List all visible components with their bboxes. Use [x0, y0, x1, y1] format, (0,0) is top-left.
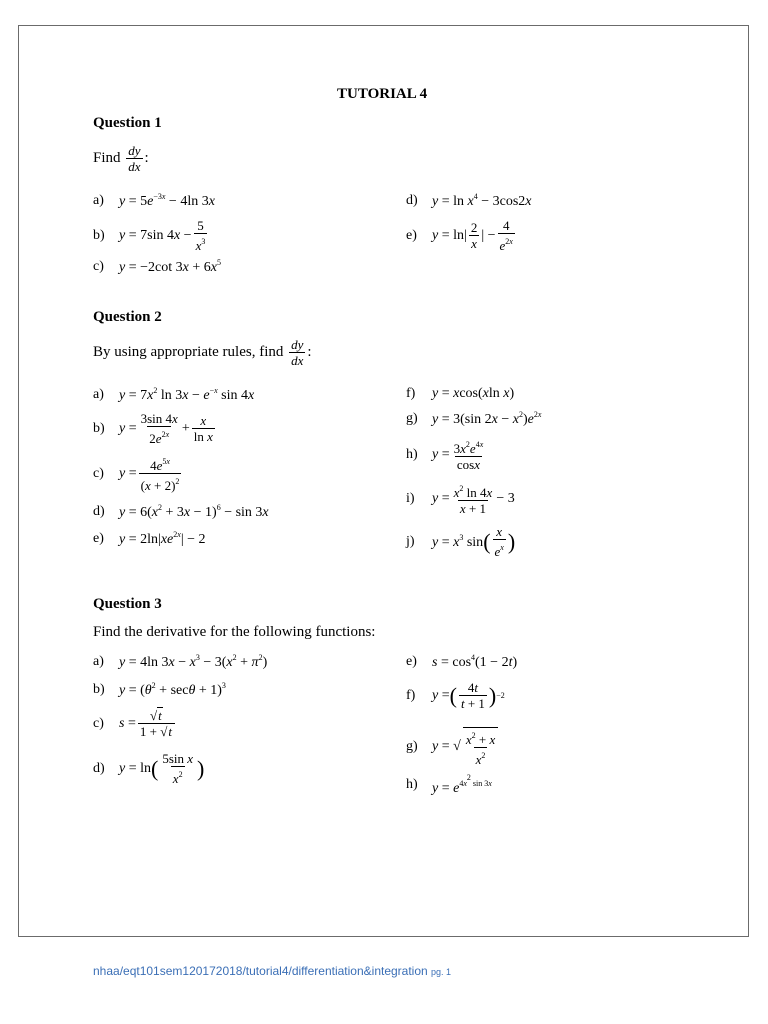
q2-item-h: h) y = $\frac{3x^2e^{4x}}{\cos x}$: [406, 440, 484, 472]
page-number: pg. 1: [431, 967, 452, 977]
q2-item-b: b) y = $\frac{3\sin 4x}{2e^{2x}}$ + $\frac{x}{\text{ln x}}$: [93, 411, 213, 446]
q2-item-a: a) $y = 7x^2$ $\ln 3x - e^{-x}$ sin 4x: [93, 386, 255, 403]
page-title: TUTORIAL 4: [337, 86, 428, 102]
footer-path: nhaa/eqt101sem120172018/tutorial4/differentiation&integration: [93, 964, 428, 978]
q3-item-g: g) y = √ $\frac{x^2 + x}{x^2}$: [406, 727, 500, 767]
question-1-heading: Question 1: [93, 115, 162, 131]
q2-item-c: c) y = $\frac{4e^{5x}}{(x + 2)^2}$: [93, 457, 180, 493]
question-2-heading: Question 2: [93, 309, 162, 325]
q2-item-j: j) $y = x^3$ sin ( $\frac{x}{e^x}$ ): [406, 524, 516, 559]
q1-item-a: a) $y = 5e^{-3x} - 4\ln$ 3x: [93, 192, 215, 209]
question-3-heading: Question 3: [93, 596, 162, 612]
q3-item-h: h) $y = e^{4x^2 sin 3x}$: [406, 773, 492, 796]
q3-item-f: f) y = ( $\frac{4t}{t + 1}$ ) −2: [406, 680, 505, 711]
q2-item-f: f) y = xcos(xln x): [406, 386, 515, 401]
q1-item-b: b) y = 7sin 4x − $\frac{5}{x^3}$: [93, 218, 206, 253]
instruction-text: Find: [93, 150, 121, 166]
question-2-instruction: By using appropriate rules, find $\frac{dy}{dx}$ :: [93, 337, 312, 368]
q2-item-g: g) y = 3(sin $2x - x^2)e^{2x}$: [406, 410, 542, 427]
instruction-text: By using appropriate rules, find: [93, 344, 284, 360]
footer: [93, 964, 451, 978]
q3-item-e: e) $s = \cos^4(1 - 2t)$: [406, 653, 518, 670]
q3-item-c: c) s = $\frac{√t}{1 + √t}$: [93, 708, 177, 739]
q3-item-d: d) y = ln ( $\frac{\text{5sin x}}{x^2}$ ): [93, 751, 205, 786]
question-3-instruction: Find the derivative for the following functions:: [93, 624, 376, 640]
q1-item-e: e) y = ln| $\frac{2}{x}$ | − $\frac{4}{e^{2x}}$: [406, 218, 513, 253]
q2-item-i: i) y = $\frac{x^2 \ln 4x}{x + 1}$ − 3: [406, 484, 515, 516]
q1-item-d: d) $y = \ln x^4 - 3\cos 2x$: [406, 192, 532, 209]
q1-item-c: c) y = −2cot $3x + 6x^5$: [93, 258, 221, 275]
q2-item-d: d) $y = 6(x^2 + 3x - 1)^6 - \sin 3x$: [93, 503, 269, 520]
q3-item-b: b) $y = (\theta^2 + \sec\theta + 1)^3$: [93, 681, 226, 698]
question-1-instruction: Find $\frac{dy}{dx}$ :: [93, 143, 149, 174]
q3-item-a: a) y = 4ln $3x - x^3 - 3(x^2 + \pi^2)$: [93, 653, 268, 670]
q2-item-e: e) $y = 2\ln|xe^{2x}| - 2$: [93, 530, 206, 547]
